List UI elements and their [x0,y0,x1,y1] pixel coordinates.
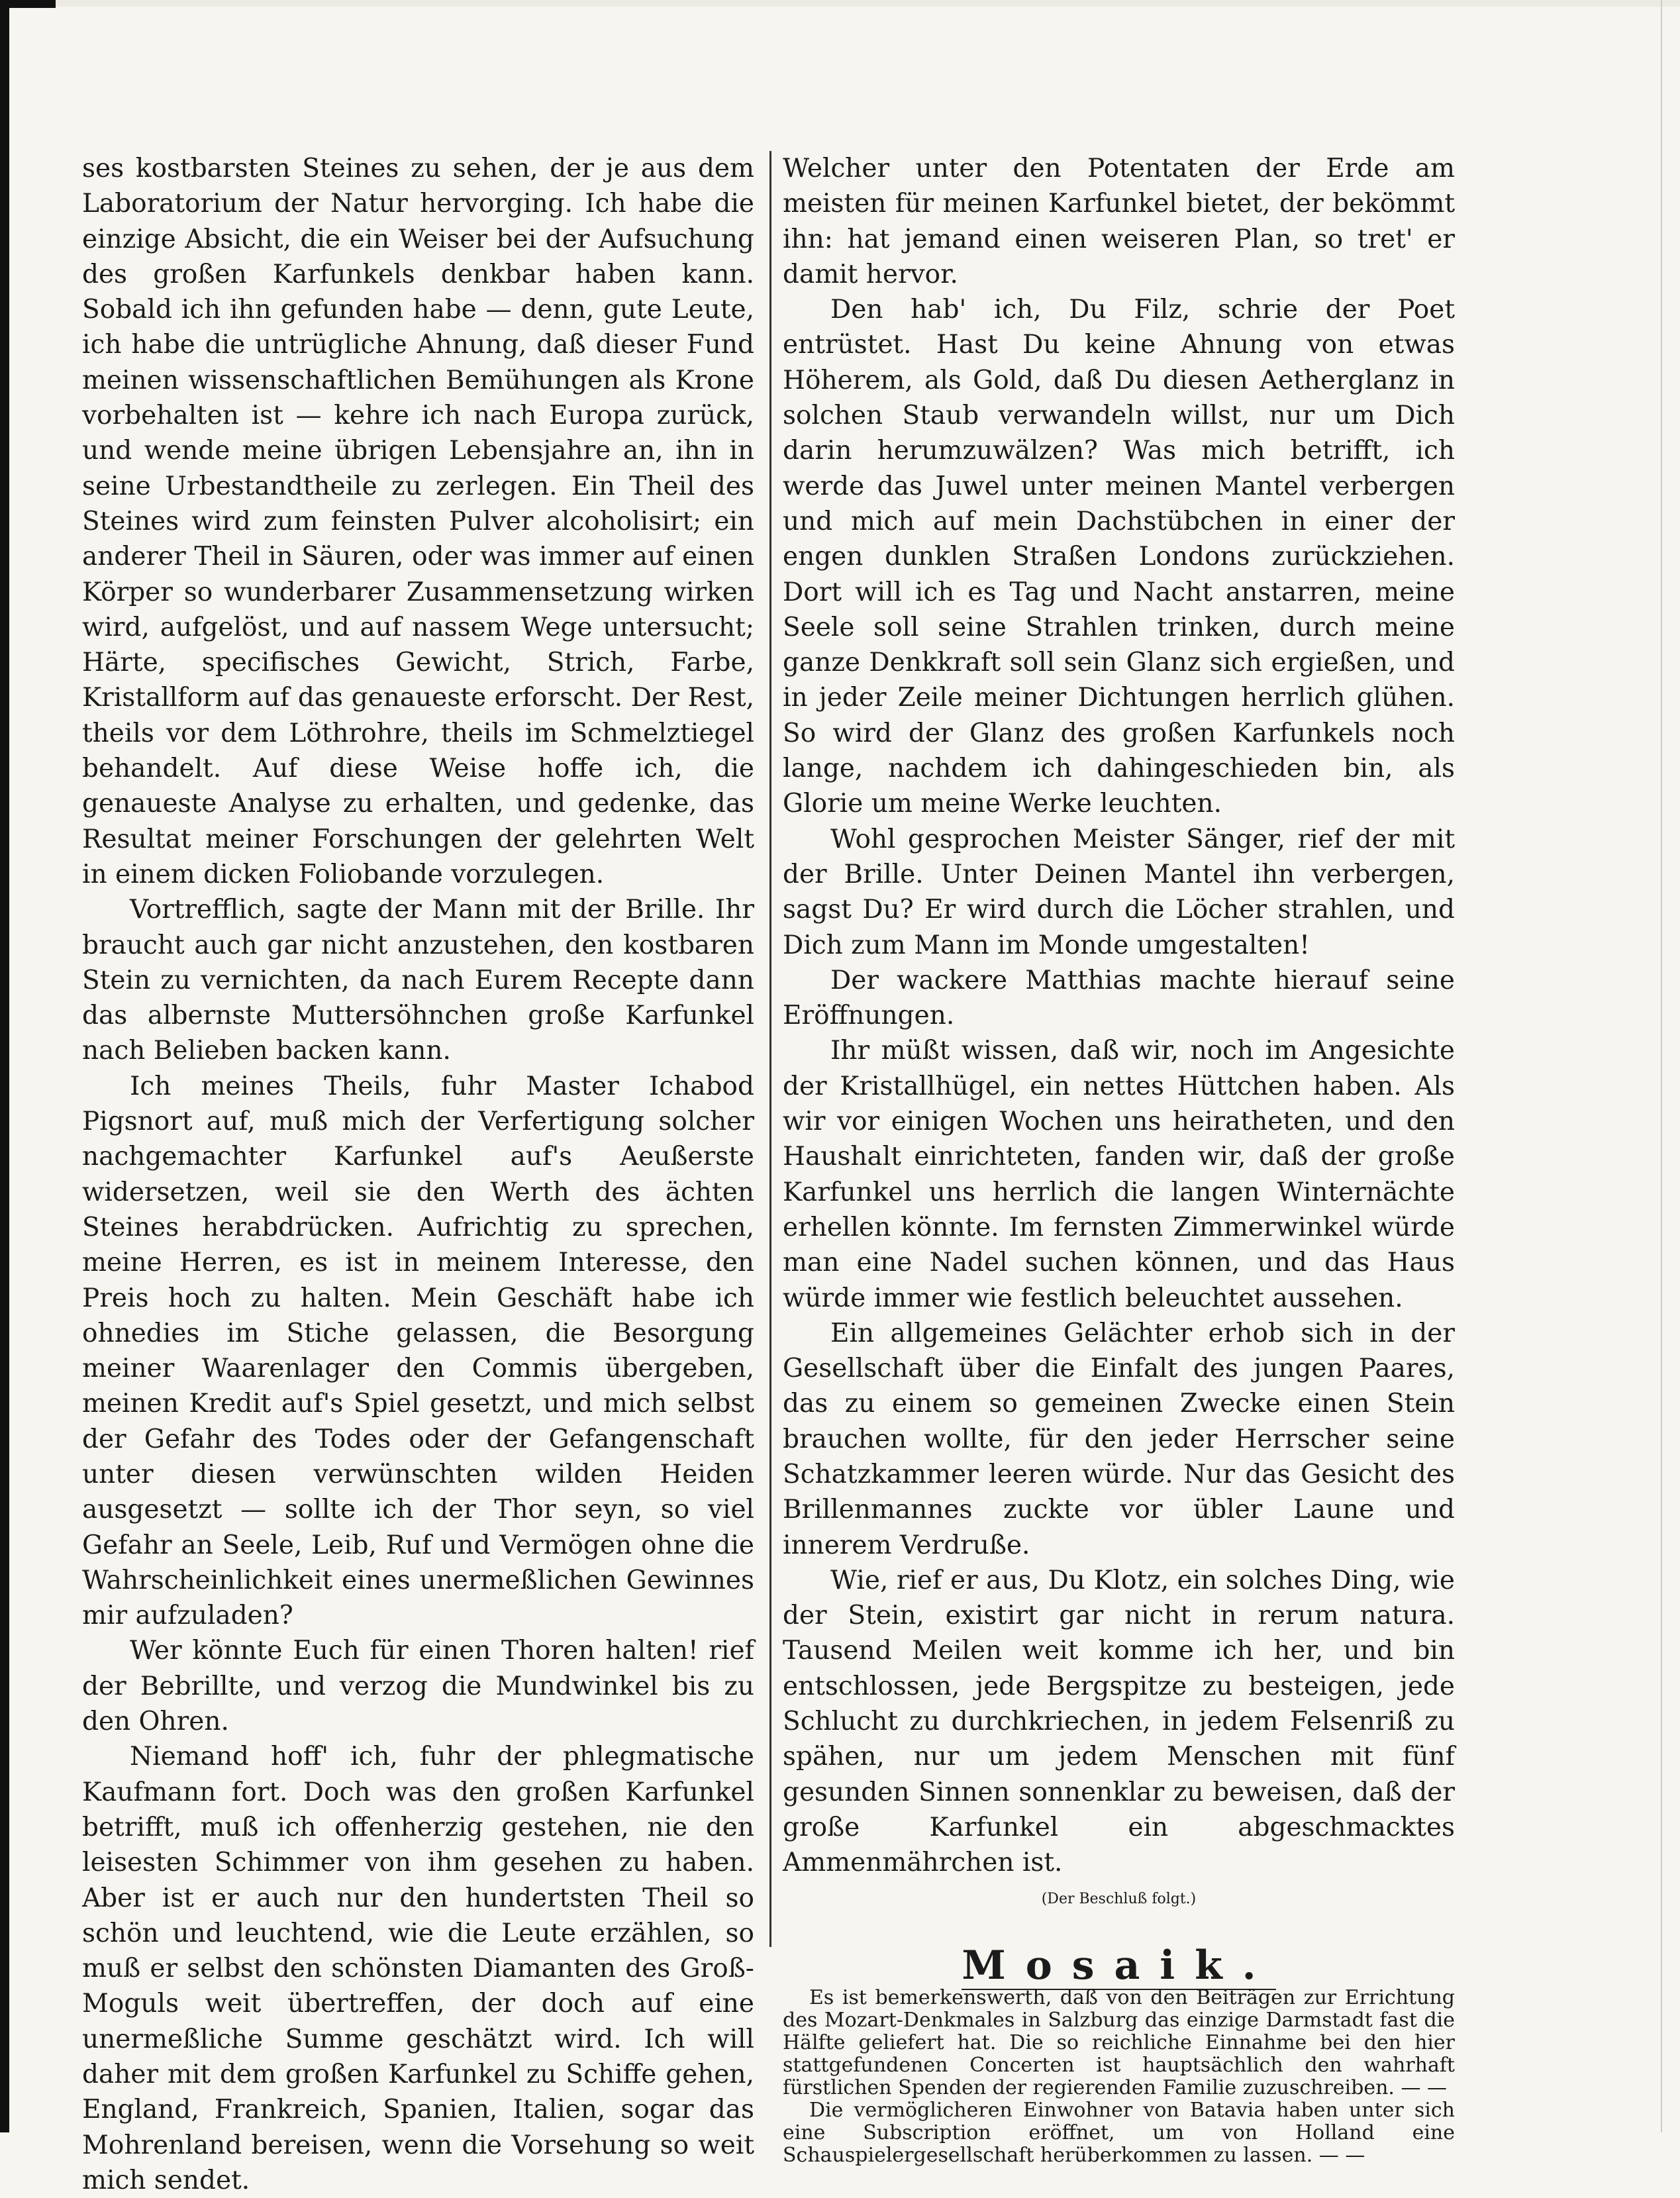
column-divider [769,151,771,1947]
paragraph: Ihr müßt wissen, daß wir, noch im Angesichte der Kristallhügel, ein nettes Hüttchen haben. Als wir vor einigen Wochen uns heiratheten, und den Haushalt einrichteten, fanden wir, daß der große Karfunkel uns herrlich die langen Winternächte erhellen könnte. Im fernsten Zimmerwinkel würde man eine Nadel suchen können, und das Haus würde immer wie festlich beleuchtet aussehen. [783,1036,1455,1313]
paragraph: ses kostbarsten Steines zu sehen, der je aus dem Laboratorium der Natur hervorging. Ich habe die einzige Absicht, die ein Weiser bei der Aufsuchung des großen Karfunkels denkbar haben kann. Sobald ich ihn gefunden habe — denn, gute Leute, ich habe die untrügliche Ahnung, daß dieser Fund meinen wissenschaftlichen Bemühungen als Krone vorbehalten ist — kehre ich nach Europa zurück, und wende meine übrigen Lebensjahre an, ihn in seine Urbestandtheile zu zerlegen. Ein Theil des Steines wird zum feinsten Pulver alcoholisirt; ein anderer Theil in Säuren, oder was immer auf einen Körper so wunderbarer Zusammensetzung wirken wird, aufgelöst, und auf nassem Wege untersucht; Härte, specifisches Gewicht, Strich, Farbe, Kristallform auf das genaueste erforscht. Der Rest, theils vor dem Löthrohre, theils im Schmelztiegel behandelt. Auf diese Weise hoffe ich, die genaueste Analyse zu erhalten, und gedenke, das Resultat meiner Forschungen der gelehrten Welt in einem dicken Foliobande vorzulegen. [82,154,754,889]
mosaik-paragraph: Die vermöglicheren Einwohner von Batavia haben unter sich eine Subscription eröffnet, um von Holland eine Schauspielergesellschaft herüberkommen zu lassen. — — [783,2098,1455,2167]
scan-border-left [0,0,9,2132]
scan-border-top [9,0,1680,7]
paragraph: Vortrefflich, sagte der Mann mit der Brille. Ihr braucht auch gar nicht anzustehen, den kostbaren Stein zu vernichten, da nach Eurem Recepte dann das albernste Muttersöhnchen großе Karfunkel nach Belieben backen kann. [82,895,754,1066]
scan-border-right [1661,0,1662,2132]
section-title-text: Mosaik. [962,1942,1276,1989]
paragraph: Niemand hoff' ich, fuhr der phlegmatische Kaufmann fort. Doch was den großen Karfunkel betrifft, muß ich offenherzig gestehen, nie den leisesten Schimmer von ihm gesehen zu haben. Aber ist er auch nur den hundertsten Theil so schön und leuchtend, wie die Leute erzählen, so muß er selbst den schönsten Diamanten des Groß-Moguls weit übertreffen, der doch auf eine unermeßliche Summe geschätzt wird. Ich will daher mit dem großen Karfunkel zu Schiffe gehen, England, Frankreich, Spanien, Italien, sogar das Mohrenland bereisen, wenn die Vorsehung so weit mich sendet. [82,1742,754,2195]
scan-border-corner [9,0,56,8]
section-title [783,1944,1455,1987]
paragraph: Ich meines Theils, fuhr Master Ichabod Pigsnort auf, muß mich der Verfertigung solcher nachgemachter Karfunkel auf's Aeußerste widersetzen, weil sie den Werth des ächten Steines herabdrücken. Aufrichtig zu sprechen, meine Herren, es ist in meinem Interesse, den Preis hoch zu halten. Mein Geschäft habe ich ohnedies im Stiche gelassen, die Besorgung meiner Waarenlager den Commis übergeben, meinen Kredit auf's Spiel gesetzt, und mich selbst der Gefahr des Todes oder der Gefangenschaft unter diesen verwünschten wilden Heiden ausgesetzt — sollte ich der Thor seyn, so viel Gefahr an Seele, Leib, Ruf und Vermögen ohne die Wahrscheinlichkeit eines unermeßlichen Gewinnes mir aufzuladen? [82,1071,754,1631]
paragraph: Wohl gesprochen Meister Sänger, rief der mit der Brille. Unter Deinen Mantel ihn verbergen, sagst Du? Er wird durch die Löcher strahlen, und Dich zum Mann im Monde umgestalten! [783,824,1455,960]
paragraph: Wie, rief er aus, Du Klotz, ein solches Ding, wie der Stein, existirt gar nicht in rerum natura. Tausend Meilen weit komme ich her, und bin entschlossen, jede Bergspitze zu besteigen, jede Schlucht zu durchkriechen, in jedem Felsenriß zu spähen, nur um jedem Menschen mit fünf gesunden Sinnen sonnenklar zu beweisen, daß der große Karfunkel ein abgeschmacktes Ammenmährchen ist. [783,1565,1455,1878]
continued-note: (Der Beschluß folgt.) [1041,1890,1197,1907]
paragraph: Den hab' ich, Du Filz, schrie der Poet entrüstet. Hast Du keine Ahnung von etwas Höherem, als Gold, daß Du diesen Aetherglanz in solchen Staub verwandeln willst, nur um Dich darin herumzuwälzen? Was mich betrifft, ich werde das Juwel unter meinen Mantel verbergen und mich auf mein Dachstübchen in einer der engen dunklen Straßen Londons zurückziehen. Dort will ich es Tag und Nacht anstarren, meine Seele soll seine Strahlen trinken, durch meine ganze Denkkraft soll sein Glanz sich ergießen, und in jeder Zeile meiner Dichtungen herrlich glühen. So wird der Glanz des großen Karfunkels noch lange, nachdem ich dahingeschieden bin, als Glorie um meine Werke leuchten. [783,295,1455,819]
paragraph: Der wackere Matthias machte hierauf seine Eröffnungen. [783,965,1455,1031]
paragraph: Wer könnte Euch für einen Thoren halten! rief der Bebrillte, und verzog die Mundwinkel bis zu den Ohren. [82,1636,754,1737]
paragraph: Welcher unter den Potentaten der Erde am meisten für meinen Karfunkel bietet, der bekömmt ihn: hat jemand einen weiseren Plan, so tret' er damit hervor. [783,154,1455,289]
mosaik-section [783,1987,1455,2167]
right-column [783,151,1455,2167]
mosaik-paragraph: Es ist bemerkenswerth, daß von den Beiträgen zur Errichtung des Mozart-Denkmales in Salzburg das einzige Darmstadt fast die Hälfte geliefert hat. Die so reichliche Einnahme bei den hier stattgefundenen Concerten ist hauptsächlich den wahrhaft fürstlichen Spenden der regierenden Familie zuzuschreiben. — — [783,1985,1455,2099]
paragraph: Ein allgemeines Gelächter erhob sich in der Gesellschaft über die Einfalt des jungen Paares, das zu einem so gemeinen Zwecke einen Stein brauchen wollte, für den jeder Herrscher seine Schatzkammer leeren würde. Nur das Gesicht des Brillenmannes zuckte vor übler Laune und innerem Verdruße. [783,1318,1455,1560]
left-column [82,151,754,2195]
